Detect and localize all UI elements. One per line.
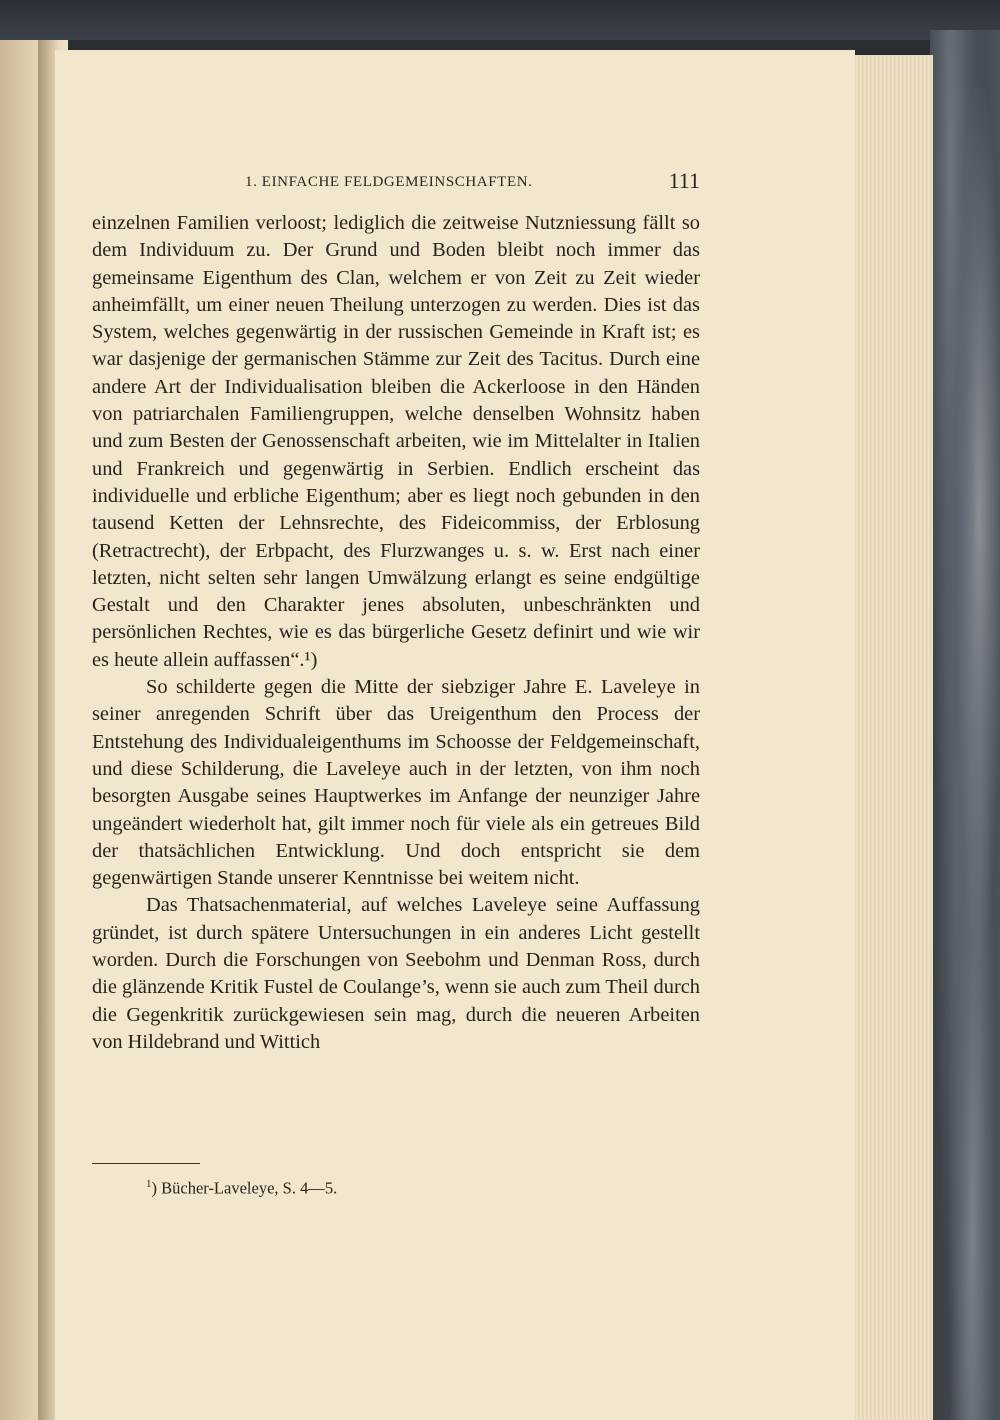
left-page-edge (0, 40, 40, 1420)
running-title: 1. EINFACHE FELDGEMEINSCHAFTEN. (245, 174, 533, 190)
paragraph-1: einzelnen Familien verloost; lediglich die zeitweise Nutzniessung fällt so dem Individuum zu. Der Grund und Boden bleibt noch immer das gemeinsame Eigenthum des Clan, welchem er von Zeit zu Zeit wieder anheimfällt, um einer neuen Theilung unterzogen zu werden. Dies ist das System, welches gegenwärtig in der russischen Gemeinde in Kraft ist; es war dasjenige der germanischen Stämme zur Zeit des Tacitus. Durch eine andere Art der Individualisation bleiben die Ackerloose in den Händen von patriarchalen Familiengruppen, welche denselben Wohnsitz haben und zum Besten der Genossenschaft arbeiten, wie im Mittelalter in Italien und Frankreich und gegenwärtig in Serbien. Endlich erscheint das individuelle und erbliche Eigenthum; aber es liegt noch gebunden in den tausend Ketten der Lehnsrechte, des Fideicommiss, der Erblosung (Retractrecht), der Erbpacht, des Flurzwanges u. s. w. Erst nach einer letzten, nicht selten sehr langen Umwälzung erlangt es seine endgültige Gestalt und den Charakter jenes absoluten, unbeschränkten und persönlichen Rechtes, wie es das bürgerliche Gesetz definirt und wie wir es heute allein auffassen“.¹) (92, 212, 700, 671)
paragraph-3: Das Thatsachenmaterial, auf welches Laveleye seine Auffassung gründet, ist durch spätere Untersuchungen in ein anderes Licht gestellt worden. Durch die Forschungen von Seebohm und Denman Ross, durch die glänzende Kritik Fustel de Coulange’s, wenn sie auch zum Theil durch die Gegenkritik zurückgewiesen sein mag, durch die neueren Arbeiten von Hildebrand und Wittich (92, 894, 700, 1053)
footnote-rule (92, 1163, 200, 1164)
page-header (245, 168, 700, 198)
book-cover-top (0, 0, 1000, 40)
footnote-text: Bücher-Laveleye, S. 4—5. (161, 1178, 338, 1198)
footnote-marker: 1 (146, 1178, 152, 1190)
body-text (92, 210, 700, 1056)
page-edges (852, 55, 933, 1420)
paragraph-2: So schilderte gegen die Mitte der siebziger Jahre E. Laveleye in seiner anregenden Schrift über das Ureigenthum den Process der Entstehung des Individualeigenthums im Schoosse der Feldgemeinschaft, und diese Schilderung, die Laveleye auch in der letzten, von ihm noch besorgten Ausgabe seines Hauptwerkes im Anfange der neunziger Jahre ungeändert wiederholt hat, gilt immer noch für viele als ein getreues Bild der thatsächlichen Entwicklung. Und doch entspricht sie dem gegenwärtigen Stande unserer Kenntnisse bei weitem nicht. (92, 676, 700, 890)
marbled-cover (930, 30, 1000, 1420)
footnote: $^1$) Bücher-Laveleye, S. 4—5. (146, 1178, 338, 1198)
page-number: 111 (668, 168, 700, 193)
